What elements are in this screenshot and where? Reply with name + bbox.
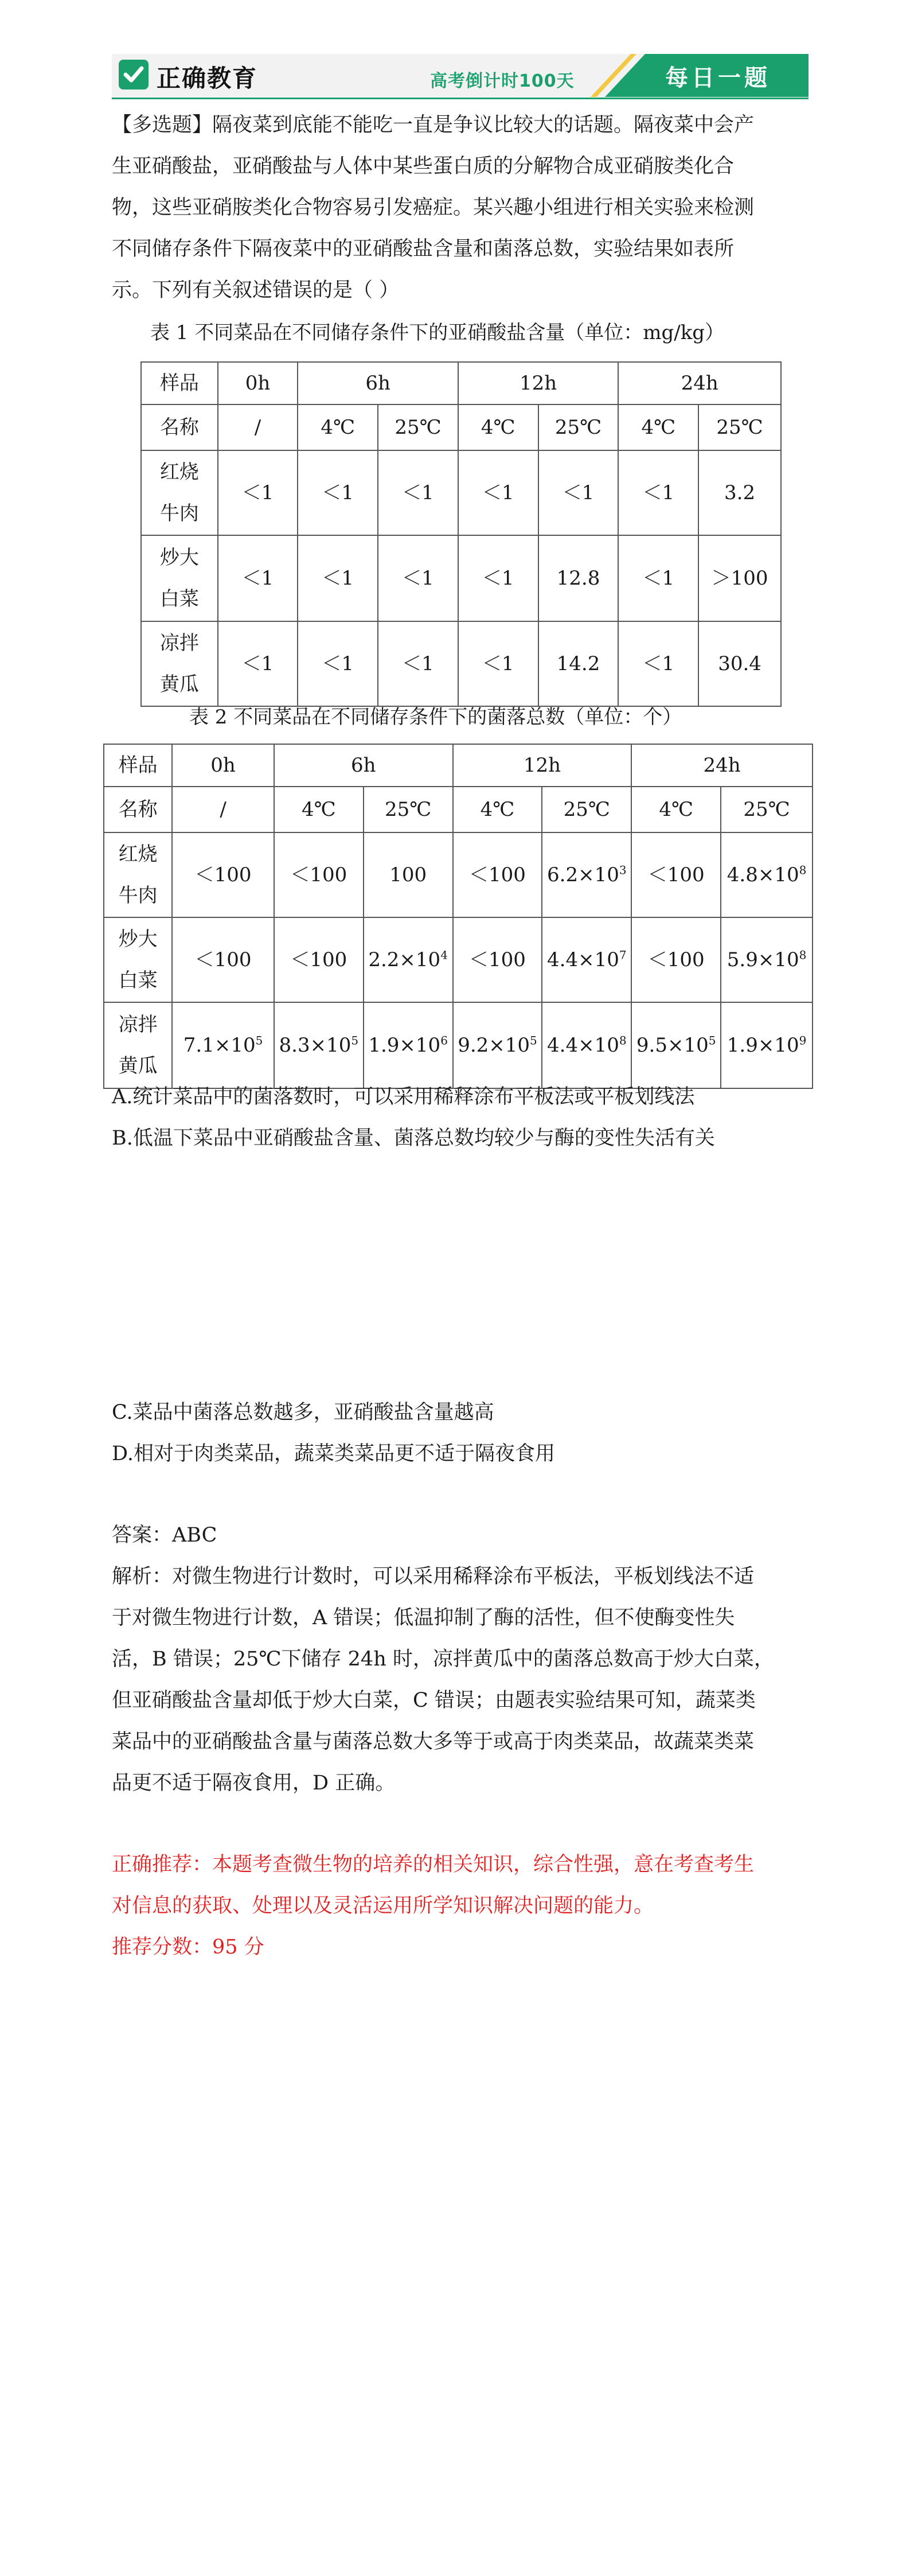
table-cell: 100 bbox=[364, 832, 453, 917]
table-cell: ＜1 bbox=[218, 621, 298, 706]
table-header: 4℃ bbox=[298, 404, 378, 450]
table-header: 12h bbox=[458, 362, 619, 404]
table-cell: ＜1 bbox=[458, 535, 538, 621]
table-header: / bbox=[218, 404, 298, 450]
row-label: 红烧 牛肉 bbox=[141, 450, 218, 535]
table-row bbox=[141, 450, 781, 535]
table-header: 4℃ bbox=[458, 404, 538, 450]
table-cell: $4.4\times 10^7$ bbox=[542, 917, 631, 1002]
table-cell: ＜1 bbox=[378, 621, 458, 706]
option-d: D.相对于肉类菜品，蔬菜类菜品更不适于隔夜食用 bbox=[112, 1442, 555, 1465]
analysis-line: 于对微生物进行计数，A 错误；低温抑制了酶的活性，但不使酶变性失 bbox=[112, 1606, 735, 1629]
table-header: 4℃ bbox=[618, 404, 698, 450]
table-header: 12h bbox=[453, 744, 632, 787]
analysis-line: 活，B 错误；25℃下储存 24h 时，凉拌黄瓜中的菌落总数高于炒大白菜， bbox=[112, 1648, 774, 1671]
table-cell: ＜100 bbox=[453, 832, 542, 917]
table-cell: ＜1 bbox=[458, 450, 538, 535]
analysis-line: 解析：对微生物进行计数时，可以采用稀释涂布平板法，平板划线法不适 bbox=[112, 1565, 755, 1588]
table-cell: $4.4\times 10^8$ bbox=[542, 1002, 631, 1088]
table-cell: $1.9\times 10^6$ bbox=[364, 1002, 453, 1088]
table-cell: $5.9\times 10^8$ bbox=[721, 917, 813, 1002]
option-a: A.统计菜品中的菌落数时，可以采用稀释涂布平板法或平板划线法 bbox=[112, 1085, 695, 1108]
table-cell: ＜100 bbox=[631, 832, 721, 917]
row-label: 红烧 牛肉 bbox=[104, 832, 172, 917]
table-cell: 30.4 bbox=[698, 621, 781, 706]
table-header: 25℃ bbox=[542, 787, 631, 832]
table-header: 25℃ bbox=[364, 787, 453, 832]
table-cell: ＜1 bbox=[618, 621, 698, 706]
row-label: 炒大 白菜 bbox=[104, 917, 172, 1002]
table-cell: ＜1 bbox=[538, 450, 619, 535]
table-cell: ＜100 bbox=[274, 917, 364, 1002]
table-row bbox=[104, 1002, 813, 1088]
table-header: 样品 bbox=[141, 362, 218, 404]
table-cell: ＜1 bbox=[218, 535, 298, 621]
table-cell: ＜1 bbox=[378, 535, 458, 621]
table-header: 25℃ bbox=[721, 787, 813, 832]
table-cell: $6.2\times 10^3$ bbox=[542, 832, 631, 917]
table-cell: ＜1 bbox=[218, 450, 298, 535]
table-cell: ＞100 bbox=[698, 535, 781, 621]
exam-countdown: 高考倒计时100天 bbox=[430, 71, 575, 91]
table-cell: $1.9\times 10^9$ bbox=[721, 1002, 813, 1088]
table-cell: $9.2\times 10^5$ bbox=[453, 1002, 542, 1088]
question-line: 不同储存条件下隔夜菜中的亚硝酸盐含量和菌落总数，实验结果如表所 bbox=[112, 238, 735, 260]
table-cell: 3.2 bbox=[698, 450, 781, 535]
checkmark-icon bbox=[119, 60, 149, 90]
table-cell: 14.2 bbox=[538, 621, 619, 706]
table-cell: ＜1 bbox=[298, 621, 378, 706]
table-header: 25℃ bbox=[378, 404, 458, 450]
brand-name: 正确教育 bbox=[157, 64, 258, 92]
table-header: 0h bbox=[218, 362, 298, 404]
table-header: 0h bbox=[172, 744, 274, 787]
table-cell: $4.8\times 10^8$ bbox=[721, 832, 813, 917]
option-b: B.低温下菜品中亚硝酸盐含量、菌落总数均较少与酶的变性失活有关 bbox=[112, 1127, 715, 1150]
colony-table bbox=[103, 744, 813, 1089]
table-cell: ＜1 bbox=[298, 535, 378, 621]
table-row bbox=[104, 832, 813, 917]
table-cell: ＜100 bbox=[172, 917, 274, 1002]
question-line: 生亚硝酸盐，亚硝酸盐与人体中某些蛋白质的分解物合成亚硝胺类化合 bbox=[112, 155, 735, 178]
analysis-line: 菜品中的亚硝酸盐含量与菌落总数大多等于或高于肉类菜品，故蔬菜类菜 bbox=[112, 1730, 755, 1753]
table-row bbox=[141, 535, 781, 621]
table-cell: $2.2\times 10^4$ bbox=[364, 917, 453, 1002]
table-cell: ＜1 bbox=[618, 535, 698, 621]
table-cell: ＜1 bbox=[458, 621, 538, 706]
row-label: 炒大 白菜 bbox=[141, 535, 218, 621]
table-cell: ＜1 bbox=[378, 450, 458, 535]
table-header: 4℃ bbox=[453, 787, 542, 832]
table-cell: 12.8 bbox=[538, 535, 619, 621]
question-line: 【多选题】隔夜菜到底能不能吃一直是争议比较大的话题。隔夜菜中会产 bbox=[112, 114, 755, 137]
table-cell: ＜1 bbox=[298, 450, 378, 535]
table-row bbox=[104, 917, 813, 1002]
table-header: / bbox=[172, 787, 274, 832]
table-header: 样品 bbox=[104, 744, 172, 787]
table-header: 6h bbox=[298, 362, 458, 404]
table2-caption: 表 2 不同菜品在不同储存条件下的菌落总数（单位：个） bbox=[189, 706, 682, 729]
table-header: 名称 bbox=[141, 404, 218, 450]
recommend-line: 对信息的获取、处理以及灵活运用所学知识解决问题的能力。 bbox=[112, 1894, 654, 1917]
table-row bbox=[141, 621, 781, 706]
table-cell: $8.3\times 10^5$ bbox=[274, 1002, 364, 1088]
row-label: 凉拌 黄瓜 bbox=[104, 1002, 172, 1088]
analysis-line: 品更不适于隔夜食用，D 正确。 bbox=[112, 1772, 396, 1795]
daily-question-label: 每日一题 bbox=[665, 65, 771, 91]
table-cell: $7.1\times 10^5$ bbox=[172, 1002, 274, 1088]
table-cell: $9.5\times 10^5$ bbox=[631, 1002, 721, 1088]
question-line: 示。下列有关叙述错误的是（ ） bbox=[112, 279, 400, 302]
table-cell: ＜100 bbox=[631, 917, 721, 1002]
table-header: 25℃ bbox=[538, 404, 619, 450]
table-header: 24h bbox=[631, 744, 813, 787]
table-cell: ＜1 bbox=[618, 450, 698, 535]
analysis-line: 但亚硝酸盐含量却低于炒大白菜，C 错误；由题表实验结果可知，蔬菜类 bbox=[112, 1689, 756, 1712]
table-cell: ＜100 bbox=[453, 917, 542, 1002]
answer: 答案：ABC bbox=[112, 1524, 217, 1547]
header-banner bbox=[112, 54, 809, 97]
header-divider bbox=[112, 98, 809, 99]
option-c: C.菜品中菌落总数越多，亚硝酸盐含量越高 bbox=[112, 1401, 494, 1424]
row-label: 凉拌 黄瓜 bbox=[141, 621, 218, 706]
recommend-line: 正确推荐：本题考查微生物的培养的相关知识，综合性强，意在考查考生 bbox=[112, 1853, 755, 1876]
table-header: 6h bbox=[274, 744, 453, 787]
table-header: 4℃ bbox=[631, 787, 721, 832]
table-header: 4℃ bbox=[274, 787, 364, 832]
table-cell: ＜100 bbox=[274, 832, 364, 917]
table-header: 名称 bbox=[104, 787, 172, 832]
table-cell: ＜100 bbox=[172, 832, 274, 917]
nitrite-table bbox=[140, 361, 782, 707]
table1-caption: 表 1 不同菜品在不同储存条件下的亚硝酸盐含量（单位：mg/kg） bbox=[150, 321, 725, 344]
question-line: 物，这些亚硝胺类化合物容易引发癌症。某兴趣小组进行相关实验来检测 bbox=[112, 196, 755, 219]
table-header: 25℃ bbox=[698, 404, 781, 450]
table-header: 24h bbox=[618, 362, 781, 404]
recommend-score: 推荐分数：95 分 bbox=[112, 1936, 264, 1959]
